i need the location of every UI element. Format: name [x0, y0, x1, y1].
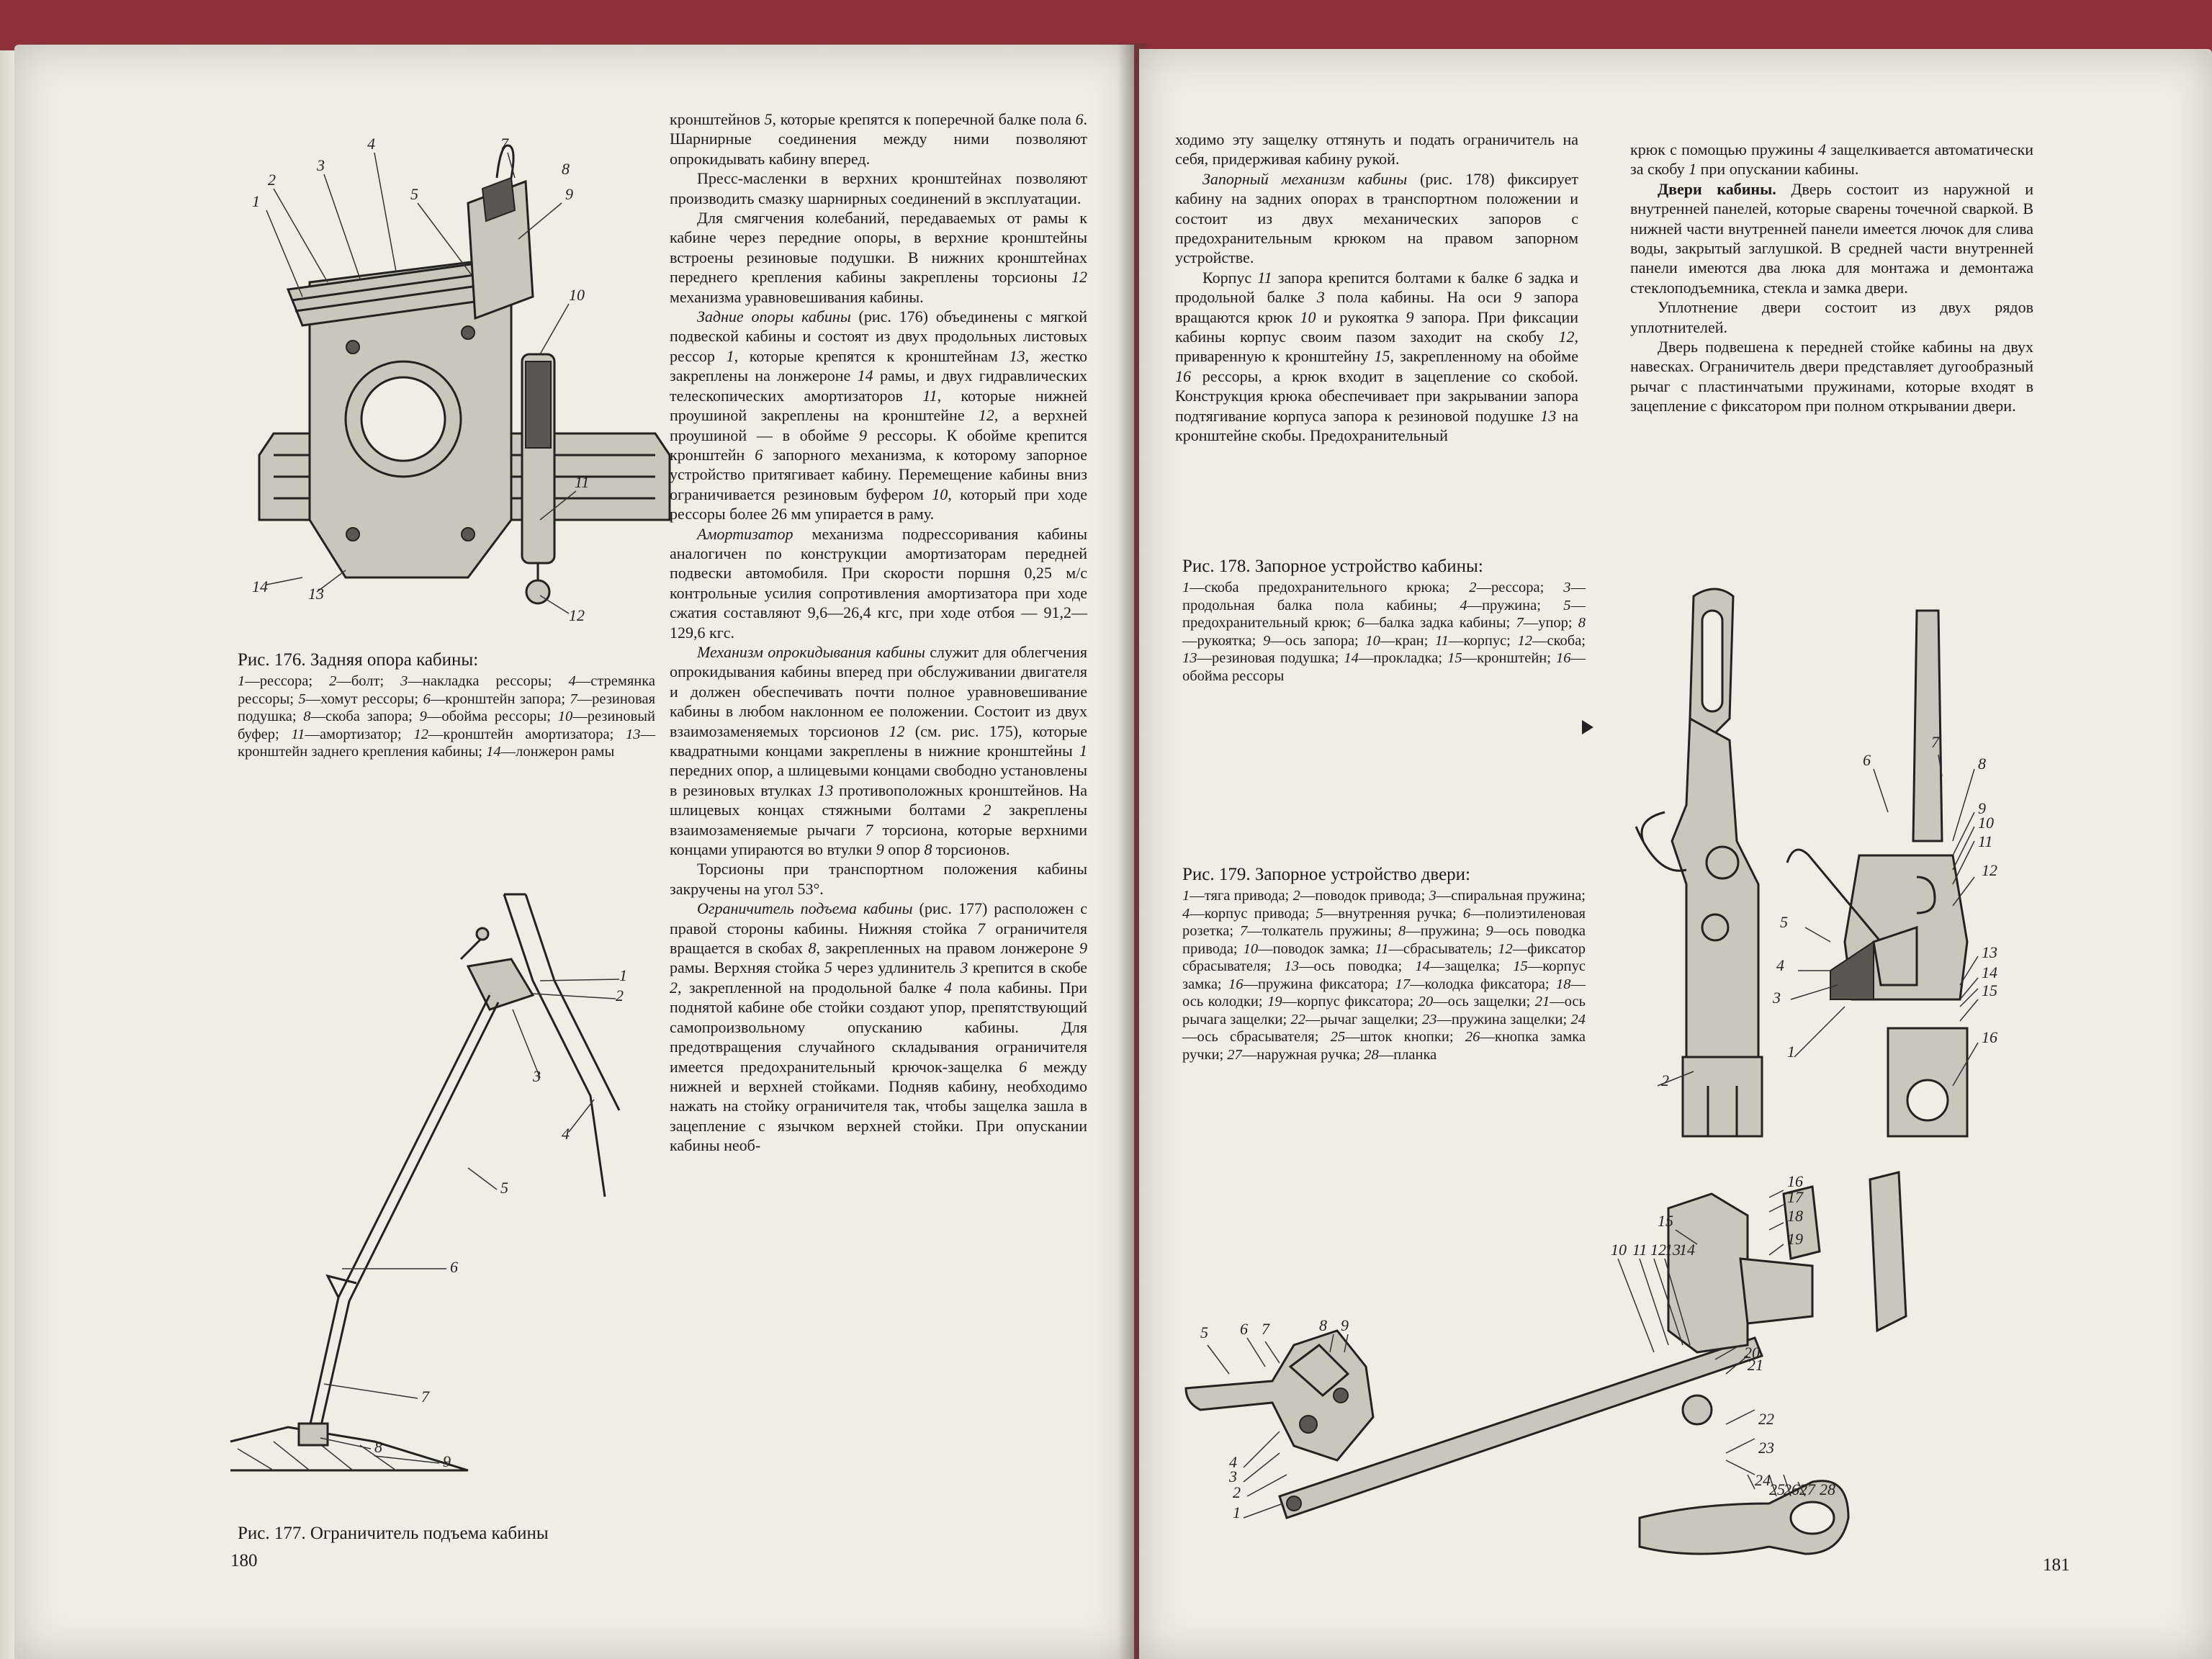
svg-text:15: 15: [1982, 981, 1997, 999]
svg-text:25: 25: [1769, 1480, 1785, 1498]
figure-178-title: Рис. 178. Запорное устройство кабины:: [1182, 557, 1483, 576]
svg-text:9: 9: [565, 185, 573, 203]
svg-text:7: 7: [421, 1388, 429, 1406]
right-page: [1139, 49, 2212, 1659]
svg-text:5: 5: [500, 1179, 508, 1197]
svg-text:18: 18: [1787, 1207, 1803, 1225]
svg-text:6: 6: [450, 1258, 458, 1276]
svg-text:8: 8: [374, 1438, 382, 1456]
svg-text:9: 9: [443, 1452, 451, 1470]
svg-text:7: 7: [1262, 1320, 1269, 1338]
svg-text:4: 4: [367, 135, 375, 153]
figure-179-title: Рис. 179. Запорное устройство двери:: [1182, 865, 1470, 884]
paragraph: кронштейнов 5, которые крепятся к поперечной балке пола 6. Шарнирные соединения между ними позволяют опрокидывать кабину вперед.: [670, 110, 1088, 168]
paragraph: Запорный механизм кабины (рис. 178) фиксирует кабину на задних опорах в транспортном положении и состоит из двух механических запоров с предохранительным крюком на правом запорном устройстве.: [1175, 169, 1578, 267]
svg-text:9: 9: [1978, 799, 1986, 817]
figure-177-title: Рис. 177. Ограничитель подъема кабины: [238, 1524, 549, 1543]
paragraph: крюк с помощью пружины 4 защелкивается автоматически за скобу 1 при опускании кабины.: [1630, 140, 2033, 179]
svg-text:2: 2: [268, 171, 276, 189]
svg-text:13: 13: [1982, 943, 1997, 961]
svg-text:27: 27: [1799, 1480, 1815, 1498]
svg-text:2: 2: [1661, 1071, 1669, 1089]
svg-text:2: 2: [616, 986, 624, 1004]
svg-text:10: 10: [569, 286, 585, 304]
figure-179-caption: [1182, 866, 1586, 1064]
svg-text:10: 10: [1611, 1241, 1627, 1259]
paragraph: ходимо эту защелку оттянуть и подать ограничитель на себя, придерживая кабину рукой.: [1175, 130, 1578, 168]
svg-text:6: 6: [1240, 1320, 1248, 1338]
right-page-text-column-1: [1175, 130, 1578, 446]
paragraph: Ограничитель подъема кабины (рис. 177) расположен с правой стороны кабины. Нижняя стойка 7 ограничителя вращается в скобах 8, закрепленных на правом лонжероне 9 рамы. Верхняя стойка 5 через удлинитель 3 крепится в скобе 2, закрепленной на продольной балке 4 пола кабины. При поднятой кабине обе стойки создают упор, препятствующий самопроизвольному опусканию кабины. Для предотвращения случайного складывания ограничителя имеется предохранительный крючок-защелка 6 между нижней и верхней стойками. Подняв кабину, необходимо нажать на стойку ограничителя так, чтобы защелка зашла в зацепление с язычком верхней стойки. При опускании кабины необ-: [670, 899, 1087, 1155]
svg-text:12: 12: [569, 606, 585, 624]
paragraph: Задние опоры кабины (рис. 176) объединены с мягкой подвеской кабины и состоят из двух продольных листовых рессор 1, которые крепятся к кронштейнам 13, жестко закреплены на лонжероне 14 рамы, и двух гидравлических телескопических амортизаторов 11, которые нижней проушиной закреплены на кронштейне 12, а верхней проушиной — в обойме 9 рессоры. К обойме крепится кронштейн 6 запорного механизма, к которому запорное устройство притягивает кабину. Перемещение кабины вниз ограничивается резиновым буфером 10, который при ходе рессоры более 26 мм упирается в раму.: [670, 307, 1088, 523]
left-page-number: 180: [230, 1551, 258, 1570]
svg-text:7: 7: [500, 135, 508, 153]
svg-text:23: 23: [1758, 1439, 1774, 1457]
svg-text:14: 14: [252, 577, 268, 595]
svg-text:11: 11: [575, 473, 590, 491]
figure-178-caption: [1182, 557, 1586, 685]
svg-text:12: 12: [1982, 861, 1997, 879]
figure-178-cab-lock: [1614, 539, 2090, 1165]
svg-text:17: 17: [1787, 1188, 1803, 1206]
svg-text:4: 4: [562, 1125, 570, 1143]
right-page-text-column-2: [1630, 140, 2033, 416]
svg-text:3: 3: [1229, 1467, 1237, 1485]
svg-text:19: 19: [1787, 1230, 1803, 1248]
paragraph: Двери кабины. Дверь состоит из наружной и внутренней панелей, которые сварены точечной сваркой. В нижней части внутренней панели имеется лючок для слива воды, закрытый заглушкой. В средней части внутренней панели имеются два люка для монтажа и демонтажа стеклоподъемника, стекла и замка двери.: [1630, 179, 2033, 297]
svg-text:3: 3: [1773, 989, 1781, 1007]
svg-text:4: 4: [1229, 1453, 1237, 1471]
paragraph: Дверь подвешена к передней стойке кабины на двух навесках. Ограничитель двери представляет дугообразный рычаг с пластинчатыми пружинами, которые входят в зацепление с фиксатором при полном открывании двери.: [1630, 338, 2033, 415]
left-page: [14, 45, 1134, 1659]
svg-text:22: 22: [1758, 1410, 1774, 1428]
figure-178-legend: 1—скоба предохранительного крюка; 2—рессора; 3—продольная балка пола кабины; 4—пружина; 5—предохранительный крюк; 6—балка задка кабины; 7—упор; 8—рукоятка; 9—ось запора; 10—кран; 11—корпус; 12—скоба; 13—резиновая подушка; 14—прокладка; 15—кронштейн; 16—обойма рессоры: [1182, 580, 1586, 684]
svg-text:3: 3: [317, 156, 325, 174]
figure-177-cab-lift-limiter: [230, 894, 677, 1514]
svg-text:24: 24: [1755, 1471, 1771, 1489]
svg-text:20: 20: [1744, 1344, 1760, 1362]
figure-179-legend: 1—тяга привода; 2—поводок привода; 3—спиральная пружина; 4—корпус привода; 5—внутренняя ручка; 6—полиэтиленовая розетка; 7—толкатель пружины; 8—пружина; 9—ось поводка привода; 10—поводок замка; 11—сбрасыватель; 12—фиксатор сбрасывателя; 13—ось поводка; 14—защелка; 15—корпус замка; 16—пружина фиксатора; 17—колодка фиксатора; 18—ось колодки; 19—корпус фиксатора; 20—ось защелки; 21—ось рычага защелки; 22—рычаг защелки; 23—пружина защелки; 24—ось сбрасывателя; 25—шток кнопки; 26—кнопка замка ручки; 27—наружная ручка; 28—планка: [1182, 888, 1586, 1063]
svg-text:5: 5: [410, 185, 418, 203]
svg-text:12: 12: [1650, 1241, 1666, 1259]
paragraph: Пресс-масленки в верхних кронштейнах позволяют производить смазку шарнирных соединений в эксплуатации.: [670, 169, 1087, 207]
paragraph: Амортизатор механизма подрессоривания кабины аналогичен по конструкции амортизаторам передней подвески автомобиля. При скорости поршня 0,25 м/с контрольные усилия сопротивления амортизатора при ходе сжатия составляют 9,6—26,4 кгс, при ходе отбоя — 91,2—129,6 кгс.: [670, 524, 1087, 642]
svg-text:1: 1: [252, 192, 260, 210]
paragraph: Торсионы при транспортном положения кабины закручены на угол 53°.: [670, 860, 1087, 898]
right-page-number: 181: [2043, 1555, 2070, 1575]
svg-text:8: 8: [562, 160, 570, 178]
svg-text:28: 28: [1820, 1480, 1835, 1498]
left-page-text-column: [670, 109, 1087, 1156]
svg-text:13: 13: [1665, 1241, 1681, 1259]
paragraph: Для смягчения колебаний, передаваемых от рамы к кабине через передние опоры, в верхние кронштейны встроены резиновые подушки. В нижних кронштейнах переднего крепления кабины закреплены торсионы 12 механизма уравновешивания кабины.: [670, 209, 1087, 306]
figure-176-rear-cab-support: [223, 117, 684, 635]
svg-text:11: 11: [1632, 1241, 1647, 1259]
svg-text:11: 11: [1978, 832, 1993, 850]
svg-text:1: 1: [1233, 1503, 1241, 1521]
svg-text:16: 16: [1787, 1172, 1803, 1190]
figure-176-legend: 1—рессора; 2—болт; 3—накладка рессоры; 4—стремянка рессоры; 5—хомут рессоры; 6—кронштейн запора; 7—резиновая подушка; 8—скоба запора; 9—обойма рессоры; 10—резиновый буфер; 11—амортизатор; 12—кронштейн амортизатора; 13—кронштейн заднего крепления кабины; 14—лонжерон рамы: [238, 673, 656, 760]
svg-text:13: 13: [308, 585, 324, 603]
svg-text:3: 3: [533, 1067, 541, 1085]
svg-text:16: 16: [1982, 1028, 1997, 1046]
svg-text:8: 8: [1978, 755, 1986, 773]
svg-text:1: 1: [619, 966, 627, 984]
svg-text:9: 9: [1341, 1316, 1349, 1334]
paragraph: Корпус 11 запора крепится болтами к балке 6 задка и продольной балке 3 пола кабины. На оси 9 запора вращаются крюк 10 и рукоятка 9 запора. При фиксации кабины корпус своим пазом заходит на скобу 12, приваренную к кронштейну 15, закрепленному на обойме 16 рессоры, а крюк входит в зацепление со скобой. Конструкция крюка обеспечивает при закрывании запора подтягивание корпуса запора к резиновой подушке 13 на кронштейне скобы. Предохранительный: [1175, 268, 1579, 445]
svg-text:5: 5: [1780, 913, 1788, 931]
svg-text:2: 2: [1233, 1483, 1241, 1501]
figure-pointer-arrow: [1582, 720, 1593, 734]
svg-text:5: 5: [1200, 1323, 1208, 1341]
svg-text:14: 14: [1982, 963, 1997, 981]
svg-text:1: 1: [1787, 1043, 1795, 1061]
svg-text:15: 15: [1658, 1212, 1673, 1230]
svg-text:4: 4: [1776, 956, 1784, 974]
figure-176-title: Рис. 176. Задняя опора кабины:: [238, 650, 479, 670]
paragraph: Механизм опрокидывания кабины служит для облегчения опрокидывания кабины вперед при обслуживании двигателя и должен обеспечивать почти полное уравновешивание кабины в любом наклонном ее положении. Состоит из двух взаимозаменяемых торсионов 12 (см. рис. 175), которые квадратными концами закреплены в нижние кронштейны 1 передних опор, а шлицевыми концами свободно установлены в резиновых втулках 13 противоположных кронштейнов. На шлицевых концах стяжными болтами 2 закреплены взаимозаменяемые рычаги 7 торсиона, которые верхними концами упираются во втулки 9 опор 8 торсионов.: [670, 642, 1088, 859]
svg-text:14: 14: [1679, 1241, 1695, 1259]
paragraph: Уплотнение двери состоит из двух рядов уплотнителей.: [1630, 298, 2033, 336]
svg-text:8: 8: [1319, 1316, 1327, 1334]
svg-text:26: 26: [1784, 1480, 1799, 1498]
svg-text:6: 6: [1863, 751, 1871, 769]
svg-text:21: 21: [1748, 1356, 1763, 1374]
figure-179-door-lock: [1179, 1115, 2050, 1583]
svg-text:10: 10: [1978, 814, 1994, 832]
figure-176-caption: [238, 651, 655, 761]
svg-text:7: 7: [1931, 733, 1939, 751]
figure-177-caption: [238, 1524, 670, 1546]
